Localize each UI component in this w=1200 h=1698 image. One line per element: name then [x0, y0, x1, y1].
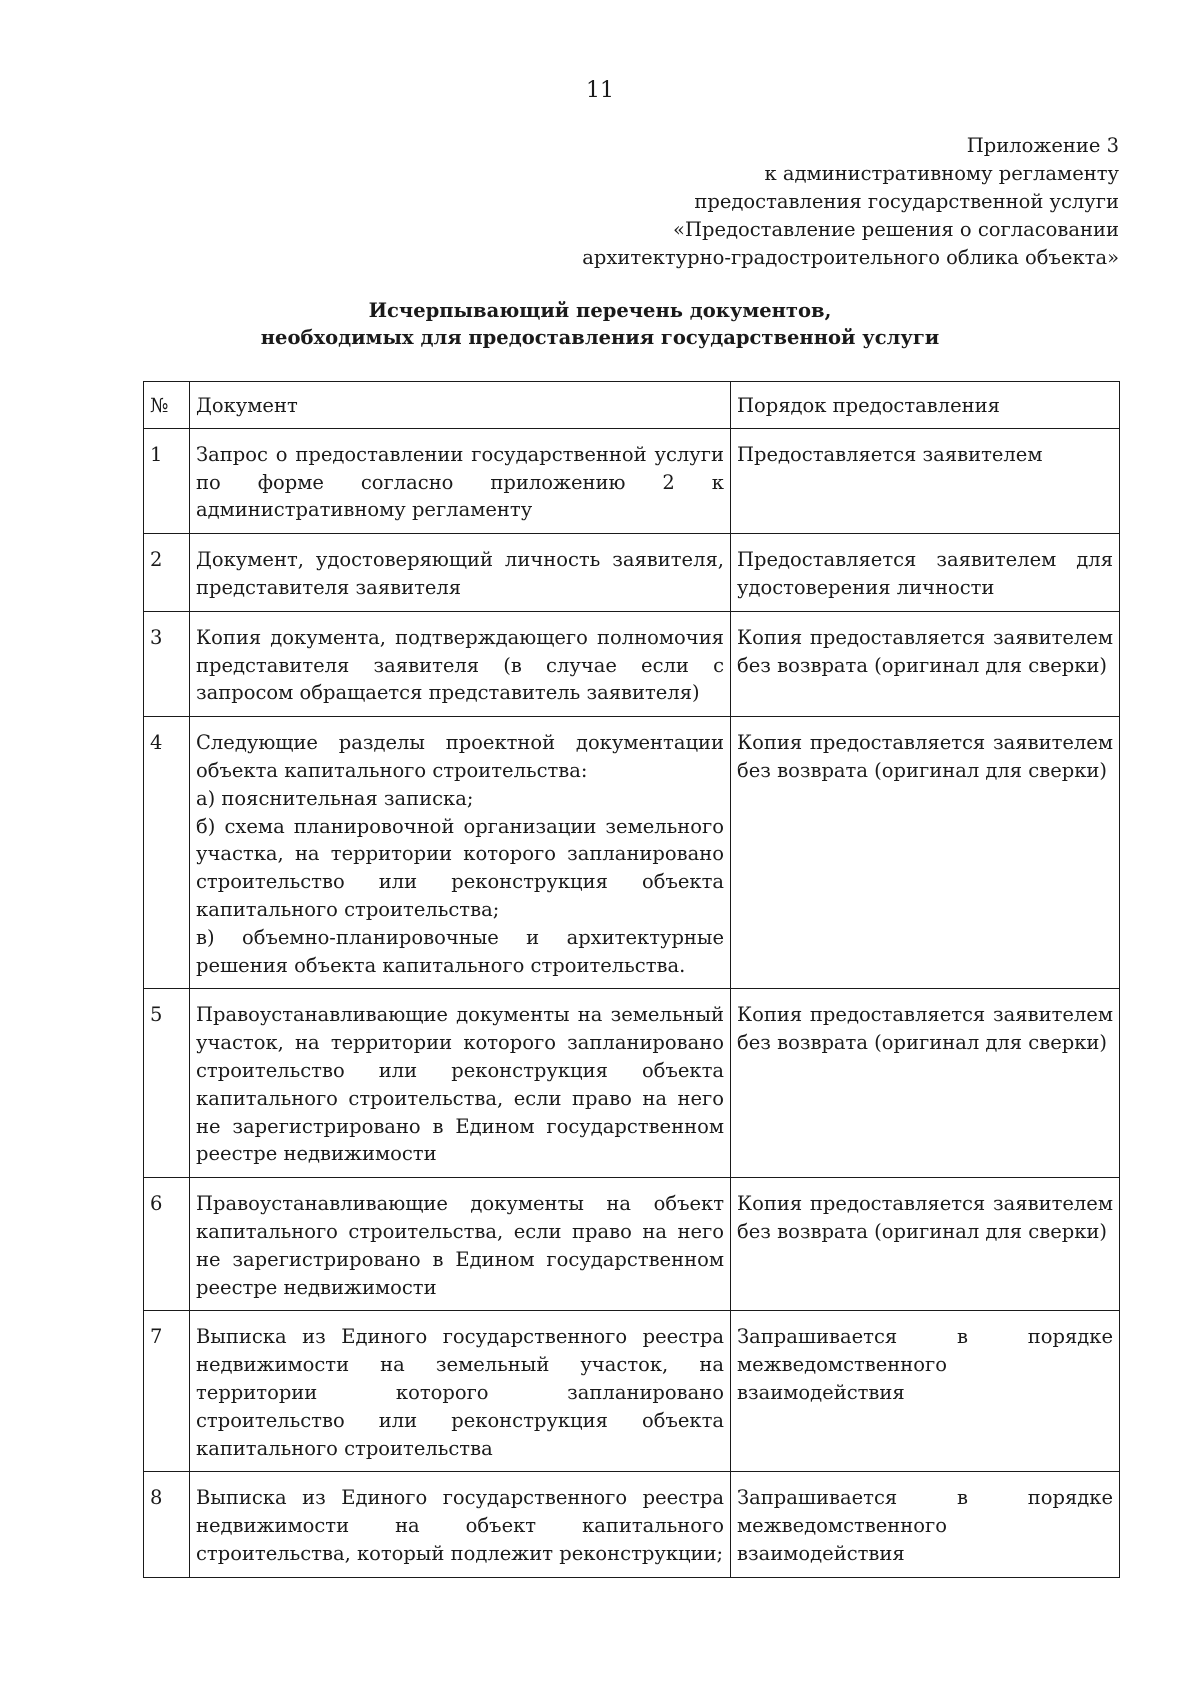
- document-title-line: Исчерпывающий перечень документов,: [368, 299, 832, 322]
- row-number: 3: [144, 611, 190, 716]
- appendix-header: [419, 132, 1119, 272]
- header-document: Документ: [190, 382, 731, 429]
- document-paragraph: а) пояснительная записка;: [196, 786, 474, 810]
- document-paragraph: Документ, удостоверяющий личность заявителя, представителя заявителя: [196, 548, 724, 599]
- order-text: Копия предоставляется заявителем без возврата (оригинал для сверки): [737, 1192, 1113, 1243]
- order-text: Копия предоставляется заявителем без возврата (оригинал для сверки): [737, 1003, 1113, 1055]
- document-paragraph: Следующие разделы проектной документации объекта капитального строительства:: [196, 731, 724, 782]
- row-document: [190, 717, 731, 989]
- document-paragraph: в) объемно-планировочные и архитектурные решения объекта капитального строительства.: [196, 925, 724, 977]
- row-order: [731, 1178, 1120, 1311]
- order-text: Запрашивается в порядке межведомственного взаимодействия: [737, 1325, 1113, 1404]
- row-order: [731, 534, 1120, 612]
- row-number: 1: [144, 428, 190, 533]
- row-order: [731, 1472, 1120, 1577]
- row-document: [190, 428, 731, 533]
- row-number: 7: [144, 1311, 190, 1472]
- row-order: [731, 717, 1120, 989]
- document-title: [0, 297, 1200, 351]
- document-paragraph: Копия документа, подтверждающего полномочия представителя заявителя (в случае если с запросом обращается представитель заявителя): [196, 625, 724, 705]
- row-order: [731, 989, 1120, 1178]
- table-row: [144, 717, 1120, 989]
- order-text: Предоставляется заявителем для удостоверения личности: [737, 548, 1113, 599]
- document-paragraph: Выписка из Единого государственного реестра недвижимости на земельный участок, на территории которого запланировано строительство или реконструкция объекта капитального строительства: [196, 1325, 724, 1460]
- appendix-line: «Предоставление решения о согласовании: [673, 218, 1119, 241]
- table-row: [144, 534, 1120, 612]
- order-text: Копия предоставляется заявителем без возврата (оригинал для сверки): [737, 731, 1113, 782]
- order-text: Запрашивается в порядке межведомственного взаимодействия: [737, 1486, 1113, 1565]
- row-document: [190, 1311, 731, 1472]
- document-paragraph: Запрос о предоставлении государственной услуги по форме согласно приложению 2 к административному регламенту: [196, 442, 724, 522]
- row-order: [731, 1311, 1120, 1472]
- row-document: [190, 989, 731, 1178]
- document-paragraph: Выписка из Единого государственного реестра недвижимости на объект капитального строительства, который подлежит реконструкции;: [196, 1486, 724, 1565]
- table-header-row: [144, 382, 1120, 429]
- row-document: [190, 1472, 731, 1577]
- table-row: [144, 1472, 1120, 1577]
- page-number: 11: [586, 78, 614, 103]
- table-row: [144, 989, 1120, 1178]
- order-text: Копия предоставляется заявителем без возврата (оригинал для сверки): [737, 625, 1113, 677]
- row-number: 4: [144, 717, 190, 989]
- row-order: [731, 611, 1120, 716]
- header-order: Порядок предоставления: [731, 382, 1120, 429]
- row-number: 6: [144, 1178, 190, 1311]
- appendix-line: архитектурно-градостроительного облика объекта»: [582, 246, 1119, 269]
- table-row: [144, 1178, 1120, 1311]
- header-number: №: [144, 382, 190, 429]
- documents-table: [143, 381, 1120, 1578]
- table-row: [144, 611, 1120, 716]
- appendix-line: Приложение 3: [966, 134, 1119, 157]
- row-number: 2: [144, 534, 190, 612]
- document-paragraph: б) схема планировочной организации земельного участка, на территории которого запланировано строительство или реконструкция объекта капитального строительства;: [196, 814, 724, 921]
- appendix-line: к административному регламенту: [764, 162, 1119, 185]
- document-paragraph: Правоустанавливающие документы на объект капитального строительства, если право на него не зарегистрировано в Едином государственном реестре недвижимости: [196, 1192, 724, 1299]
- document-title-line: необходимых для предоставления государственной услуги: [260, 326, 940, 349]
- document-paragraph: Правоустанавливающие документы на земельный участок, на территории которого запланировано строительство или реконструкция объекта капитального строительства, если право на него не зарегистрировано в Едином государственном реестре недвижимости: [196, 1003, 724, 1166]
- order-text: Предоставляется заявителем: [737, 442, 1043, 466]
- table-row: [144, 428, 1120, 533]
- table-row: [144, 1311, 1120, 1472]
- row-number: 8: [144, 1472, 190, 1577]
- row-number: 5: [144, 989, 190, 1178]
- appendix-line: предоставления государственной услуги: [694, 190, 1119, 213]
- row-order: [731, 428, 1120, 533]
- row-document: [190, 611, 731, 716]
- row-document: [190, 534, 731, 612]
- row-document: [190, 1178, 731, 1311]
